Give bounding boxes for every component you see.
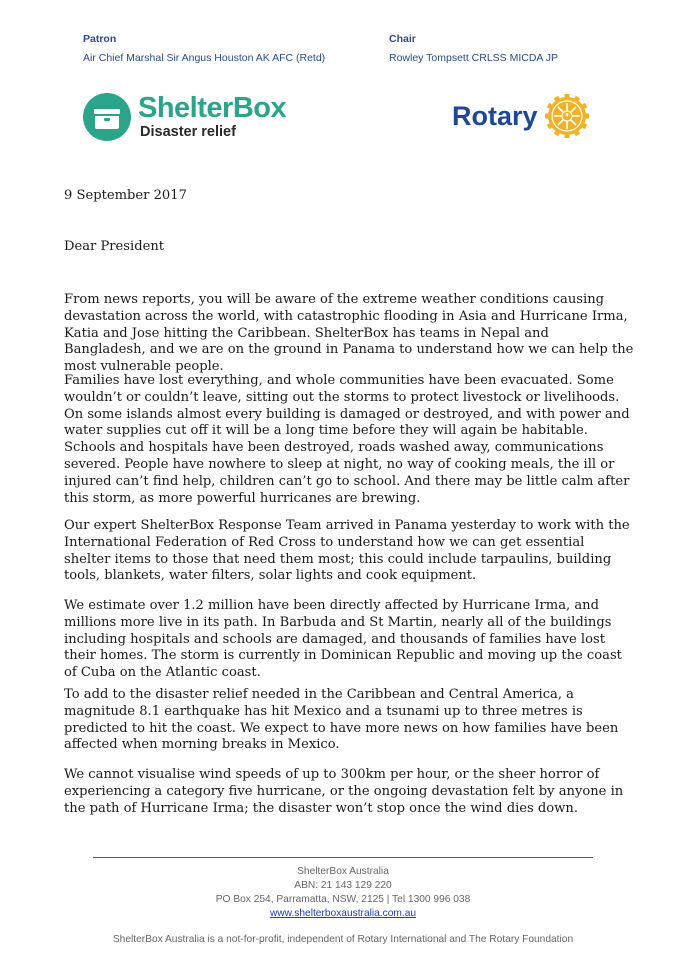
letter-paragraph: We cannot visualise wind speeds of up to 300km per hour, or the sheer horror of experiencing a category five hurricane, or the ongoing devastation felt by anyone in the path of Hurricane Irma; the disaster won’t stop once the wind dies down. [64, 767, 624, 816]
rotary-wheel-icon [544, 93, 590, 139]
shelterbox-wordmark: ShelterBox [138, 92, 287, 124]
shelterbox-tagline: Disaster relief [140, 124, 236, 140]
shelterbox-logo [82, 92, 332, 144]
footer-abn: ABN: 21 143 129 220 [294, 880, 392, 891]
letter-paragraph: To add to the disaster relief needed in the Caribbean and Central America, a magnitude 8.1 earthquake has hit Mexico and a tsunami up to three metres is predicted to hit the coast. We expect to have more news on how families have been affected when morning breaks in Mexico. [64, 687, 619, 753]
letter-paragraph: We estimate over 1.2 million have been directly affected by Hurricane Irma, and millions more live in its path. In Barbuda and St Martin, nearly all of the buildings including hospitals and schools are damaged, and thousands of families have lost their homes. The storm is currently in Dominican Republic and moving up the coast of Cuba on the Atlantic coast. [64, 598, 622, 681]
chair-name: Rowley Tompsett CRLSS MICDA JP [389, 52, 559, 64]
footer-website [0, 908, 686, 921]
footer-disclaimer: ShelterBox Australia is a not-for-profit, independent of Rotary International and The Rotary Foundation [112, 934, 574, 945]
footer-divider [93, 857, 593, 858]
letter-paragraph: From news reports, you will be aware of the extreme weather conditions causing devastation across the world, with catastrophic flooding in Asia and Hurricane Irma, Katia and Jose hitting the Caribbean. ShelterBox has teams in Nepal and Bangladesh, and we are on the ground in Panama to understand how we can help the most vulnerable people. [64, 292, 634, 375]
shelterbox-box-icon [82, 92, 132, 142]
rotary-wordmark: Rotary [452, 101, 538, 131]
patron-name: Air Chief Marshal Sir Angus Houston AK AFC (Retd) [83, 52, 326, 64]
letter-paragraph: Our expert ShelterBox Response Team arrived in Panama yesterday to work with the International Federation of Red Cross to understand how we can get essential shelter items to those that need them most; this could include tarpaulins, building tools, blankets, water filters, solar lights and cook equipment. [64, 518, 630, 584]
letter-date: 9 September 2017 [64, 188, 187, 203]
patron-label: Patron [83, 33, 117, 45]
letter-paragraph: Families have lost everything, and whole communities have been evacuated. Some wouldn’t or couldn’t leave, sitting out the storms to protect livestock or livelihoods. On some islands almost every building is damaged or destroyed, and with power and water supplies cut off it will be a long time before they will again be habitable. Schools and hospitals have been destroyed, roads washed away, communications severed. People have nowhere to sleep at night, no way of cooking meals, the ill or injured can’t find help, children can’t go to school. And there may be little calm after this storm, as more powerful hurricanes are brewing. [64, 373, 630, 506]
chair-label: Chair [389, 33, 416, 45]
footer-website-link[interactable]: www.shelterboxaustralia.com.au [269, 908, 417, 919]
letter-salutation: Dear President [64, 239, 165, 254]
footer-org: ShelterBox Australia [297, 866, 389, 877]
rotary-logo [452, 95, 602, 141]
footer-address: PO Box 254, Parramatta, NSW, 2125 | Tel 1300 996 038 [215, 894, 471, 905]
